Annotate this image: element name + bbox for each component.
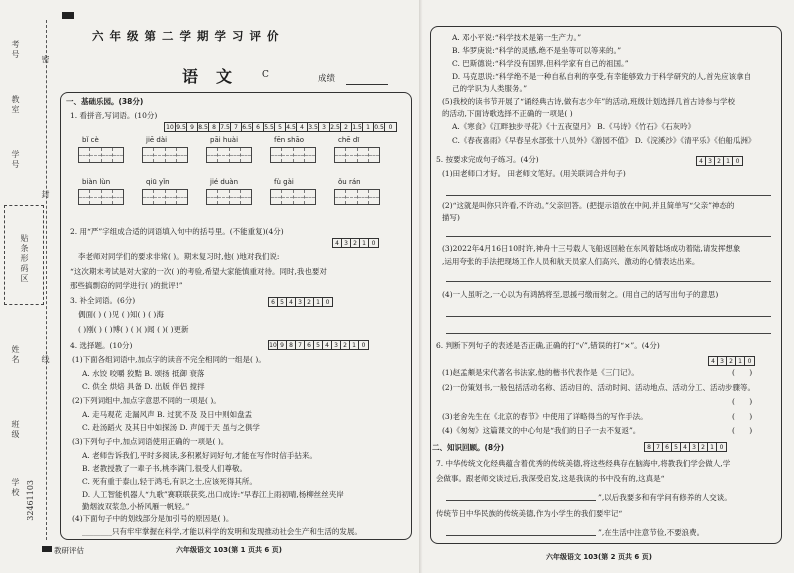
page-fold [419,0,425,573]
pinyin-label: jiē dài [146,136,168,144]
q5-s3-answer-line[interactable] [446,281,771,282]
q6-bracket-2[interactable]: ( ) [732,397,753,406]
score-cell: 2 [699,443,708,451]
pinyin-label: fù gài [274,178,294,186]
score-cell: 5 [672,443,681,451]
q4-2-prompt: (2)下列词组中,加点字意思不同的一项是( )。 [72,396,221,405]
q4-3-option-d: D. 人工智能机器人“九歌”赛联联获奖,出口成诗:“早春江上雨初晴,杨柳丝丝夹岸 [82,490,344,499]
score-cell: 4 [697,157,706,165]
footer-logo-mark [42,546,52,552]
q3-row-2[interactable]: ( )刚( ) ( )博( ) ( )( )闻 ( )( )更新 [78,325,189,334]
q5-prompt: 5. 按要求完成句子练习。(4分) [436,155,539,164]
pinyin-label: ǒu rán [338,178,361,186]
q4-1-options-cd: C. 供全 烘焙 具备 D. 出版 伴侣 搅拌 [82,382,205,391]
score-cell: 2 [305,298,314,306]
q5-s4-answer-line-2[interactable] [446,333,771,334]
q5-s2-answer-line[interactable] [446,236,771,237]
q4-4-sentence: ________只有牢牢掌握在科学,才能以科学的发明和发现推动社会生产和生活的发展。 [82,527,362,536]
score-cell: 9 [187,123,198,131]
score-cell: 7.5 [220,124,230,131]
q5-s3-b: ,运用夸张的手法把现场工作人员和航天员家人们高兴、激动的心情表达出来。 [442,257,700,266]
q4-3-option-b: B. 老教授教了一辈子书,桃李满门,很受人们尊敬。 [82,464,248,473]
q6-item-2: (2)一份策划书,一般包括活动名称、活动目的、活动时间、活动地点、活动分工、活动步骤等。 [442,383,756,392]
pinyin-label: qiū yǐn [146,178,170,186]
q5-s1-answer-line[interactable] [446,195,771,196]
score-cell: 1 [708,443,717,451]
score-cell: 8.5 [198,124,208,131]
q5-s4-answer-line-1[interactable] [446,316,771,317]
q2-line-2: “这次期末考试是对大家的一次( )的考验,希望大家能慎重对待。同时,我也要对 [70,267,327,276]
q3-prompt: 3. 补全词语。(6分) [70,296,136,305]
pinyin-label: chē dī [338,136,360,144]
score-cell: 1 [350,341,359,349]
sec2-score-box [644,442,727,452]
q3-row-1[interactable]: 偶面( ) ( )见 ( )知( ) ( )海 [78,310,164,319]
q5-s3-a: (3)2022年4月16日10时许,神舟十三号载人飞船返回舱在东风着陆场成功着陆,请发挥想象 [442,244,741,253]
opt-a-quote: A. 邓小平说:“科学技术是第一生产力。” [452,33,582,42]
pinyin-label: pāi huài [210,136,239,144]
score-cell: 4 [681,443,690,451]
score-cell: 4 [333,239,342,247]
score-cell: 9.5 [176,124,186,131]
q4-1-options-ab: A. 水饺 咬嚼 狡黠 B. 颂扬 抵御 衰落 [82,369,205,378]
q1-score-box [164,122,397,132]
writing-grid[interactable] [270,189,316,205]
opt-b-quote: B. 华罗庚说:“科学的灵感,绝不是坐等可以等来的。” [452,46,622,55]
version-letter: C [262,70,269,80]
score-label: 成绩 [318,74,336,84]
q4-3-option-c: C. 死有重于泰山,轻于鸿毛,有识之士,应该死得其所。 [82,477,257,486]
q4-2-options-cd: C. 赴汤蹈火 及其日中如探汤 D. 声闻于天 虽与之俱学 [82,423,260,432]
score-cell: 7 [296,341,305,349]
score-cell: 6 [253,123,264,131]
score-cell: 7 [654,443,663,451]
score-cell: 6.5 [242,124,252,131]
score-cell: 6 [663,443,672,451]
score-cell: 3.5 [308,124,318,131]
score-cell: 0 [719,444,724,451]
writing-grid[interactable] [206,189,252,205]
score-cell: 1.5 [352,124,362,131]
score-cell: 2.5 [330,124,340,131]
q6-prompt: 6. 判断下列句子的表述是否正确,正确的打“√”,错误的打“×”。(4分) [436,341,660,350]
writing-grid[interactable] [142,147,188,163]
writing-grid[interactable] [206,147,252,163]
q4-5-options-cd: C.《春夜喜雨》《早春呈水部张十八员外》《游园不值》 D.《浣溪沙》《清平乐》《伯船瓜洲》 [452,136,756,145]
label-banji: 班级 [11,420,20,440]
q6-item-3: (3)老舍先生在《北京的春节》中使用了详略得当的写作手法。 [442,412,648,421]
score-cell: 8 [209,123,220,131]
barcode-number: 32461103 [26,480,35,521]
score-cell: 0 [388,124,393,131]
q4-2-options-ab: A. 走马观花 走漏风声 B. 过犹不及 及日中则如盘盂 [82,410,253,419]
label-xingming: 姓名 [11,345,20,365]
q7-line-5: ”,在生活中注意节俭,不要浪费。 [598,528,705,537]
q4-5-prompt-1: (5)我校的读书节开展了“诵经典古诗,做有志少年”的活动,班级计划选择几首古诗参与学校 [442,97,736,106]
score-cell: 3 [690,443,699,451]
score-cell: 3 [296,298,305,306]
right-page [426,6,792,568]
writing-grid[interactable] [78,147,124,163]
q2-line-3: 那些搞剽窃的同学进行( )的批评!” [70,281,183,290]
q4-3-option-a: A. 老师告诉我们,平时多阅读,多积累好词好句,才能在写作时信手拈来。 [82,451,317,460]
label-mi: 密 [41,55,50,65]
q4-4-prompt: (4)下面句子中的划线部分是加引号的原因是( )。 [72,514,234,523]
q5-s2-b: 描写) [442,213,460,222]
q2-score-box [332,238,379,248]
writing-grid[interactable] [334,147,380,163]
label-kaohao: 考号 [11,40,20,60]
pinyin-label: bǐ cè [82,136,99,144]
score-cell: 7 [231,123,242,131]
binding-dashed-line [46,20,47,540]
q4-1-prompt: (1)下面各组词语中,加点字的读音不完全相同的一组是( )。 [72,355,266,364]
score-cell: 0 [371,240,376,247]
writing-grid[interactable] [142,189,188,205]
label-xuexiao: 学校 [11,478,20,498]
score-cell: 2 [341,123,352,131]
q4-5-prompt-2: 的活动,下面诗歌选择不正确的一项是( ) [442,109,573,118]
footer-page-left: 六年级语文 103(第 1 页共 6 页) [176,546,282,554]
top-marker [62,12,74,19]
label-jiaoshi: 教室 [11,95,20,115]
score-cell: 4.5 [286,124,296,131]
q6-bracket-1[interactable]: ( ) [732,368,753,377]
score-cell: 0 [747,358,752,365]
score-cell: 5 [275,123,286,131]
subject-title: 语文 [182,67,251,86]
q6-item-1: (1)赵孟頫是宋代著名书法家,他的楷书代表作是《三门记》。 [442,368,639,377]
score-cell: 1 [736,357,745,365]
q7-blank-1[interactable] [446,500,596,501]
q6-bracket-3[interactable]: ( ) [732,412,753,421]
left-page [56,6,416,568]
section-1-heading: 一、基础乐园。(38分) [66,97,144,106]
score-cell: 4 [297,123,308,131]
score-cell: 2 [727,357,736,365]
score-cell: 3 [706,157,715,165]
q3-score-box [268,297,333,307]
opt-d-quote: D. 马克思说:“科学绝不是一种自私自利的享受,有幸能够致力于科学研究的人,首先应该拿自 [452,72,752,81]
score-cell: 3 [319,123,330,131]
q7-line-3: ”,以后我要多和有学问有修养的人交谈。 [598,493,732,502]
footer-page-right: 六年级语文 103(第 2 页共 6 页) [546,553,652,561]
barcode-area [4,205,44,305]
score-cell: 3 [342,239,351,247]
score-cell: 9 [278,341,287,349]
binding-strip [0,0,55,573]
score-cell: 5 [278,298,287,306]
q6-item-4: (4)《匆匆》这篇课文的中心句是“我们的日子一去不复返”。 [442,426,641,435]
label-feng: 封 [41,190,50,200]
q4-5-options-ab: A.《寒食》《江畔独步寻花》《十五夜望月》 B.《马诗》《竹石》《石灰吟》 [452,122,696,131]
q5-score-box [696,156,743,166]
score-cell: 2 [715,157,724,165]
score-blank[interactable] [346,84,388,85]
opt-c-quote: C. 巴斯德说:“科学没有国界,但科学家有自己的祖国。” [452,59,629,68]
score-cell: 10 [165,123,176,131]
q4-3-prompt: (3)下列句子中,加点词语使用正确的一项是( )。 [72,437,229,446]
score-cell: 8 [645,443,654,451]
q4-score-box [268,340,369,350]
q7-line-4: 传统节日中华民族的传统美德,作为小学生的我们要牢记“ [436,509,623,518]
label-xuehao: 学号 [11,150,20,170]
barcode-area-label: 贴条形码区 [20,234,29,284]
opt-d-quote-cont: 己的学识为人类服务。” [452,84,528,93]
q6-bracket-4[interactable]: ( ) [732,426,753,435]
q4-prompt: 4. 选择题。(10分) [70,341,133,350]
q7-line-1: 7. 中华传统文化经典蕴含着优秀的传统美德,将这些经典存在脑海中,将教我们学会做人,学 [436,459,731,468]
score-cell: 4 [709,357,718,365]
pinyin-label: fēn shāo [274,136,305,144]
label-xian: 线 [41,355,50,365]
writing-grid[interactable] [270,147,316,163]
writing-grid[interactable] [78,189,124,205]
q5-s1: (1)田老师口才好。 田老师文笔好。(用关联词合并句子) [442,169,626,178]
q6-score-box [708,356,755,366]
score-cell: 4 [323,341,332,349]
score-cell: 3 [332,341,341,349]
q2-prompt: 2. 用“严”字组成合适的词语填入句中的括号里。(不能重复)(4分) [70,227,284,236]
score-cell: 8 [287,341,296,349]
q7-blank-2[interactable] [446,535,596,536]
score-cell: 5 [314,341,323,349]
score-cell: 3 [718,357,727,365]
score-cell: 0 [325,299,330,306]
score-cell: 4 [287,298,296,306]
q5-s2-a: (2)“这就是叫你只许看,不许动。”父亲回答。(把提示语放在中间,并且简单写“父亲”神态的 [442,201,735,210]
score-cell: 1 [363,123,374,131]
score-cell: 5.5 [264,124,274,131]
section-2-heading: 二、知识回顾。(8分) [432,443,505,452]
score-cell: 1 [314,298,323,306]
q7-line-2: 会做事。跟老师交谈过后,我深受启发,这是我读的书中没有的,这真是“ [436,474,665,483]
q1-prompt: 1. 看拼音,写词语。(10分) [70,111,158,120]
q4-3-option-d-cont: 勤烟波双浆急,小桥风雁一帆轻。” [82,502,190,511]
exam-title: 六年级第二学期学习评价 [92,29,285,43]
score-cell: 0 [361,342,366,349]
score-cell: 6 [269,298,278,306]
footer-brand: 教研评估 [54,546,84,555]
score-cell: 6 [305,341,314,349]
score-cell: 1 [360,239,369,247]
score-cell: 1 [724,157,733,165]
score-cell: 2 [341,341,350,349]
score-cell: 0 [735,158,740,165]
writing-grid[interactable] [334,189,380,205]
q2-line-1: 李老师对同学们的要求非常( )。期末复习时,他( )地对我们说: [78,252,280,261]
q5-s4: (4)一人虽听之,一心以为有鸿鹄将至,思援弓缴而射之。(用自己的话写出句子的意思) [442,290,719,299]
score-cell: 10 [269,342,277,349]
pinyin-label: jié duàn [210,178,239,186]
score-cell: 0.5 [374,124,384,131]
score-cell: 2 [351,239,360,247]
pinyin-label: biàn lùn [82,178,111,186]
